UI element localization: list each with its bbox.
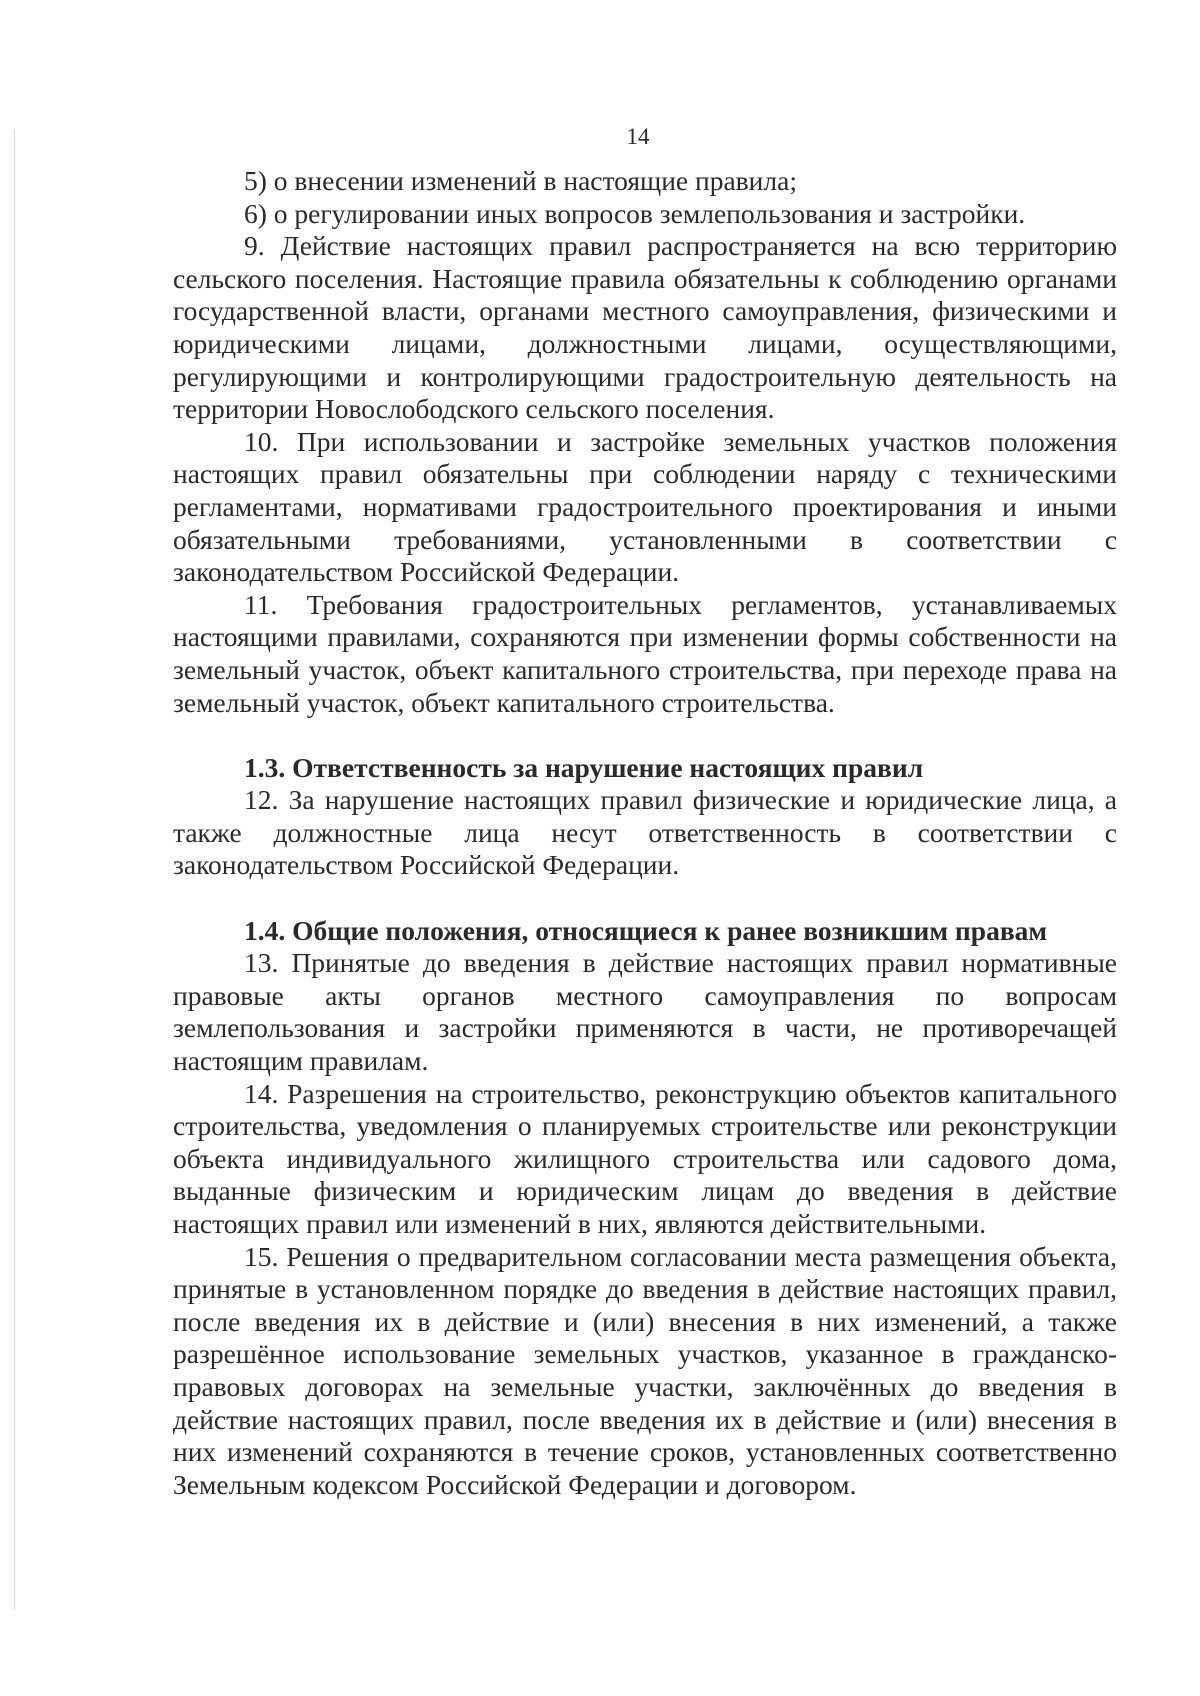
paragraph-12: 12. За нарушение настоящих правил физические и юридические лица, а также должностные лица несут ответственность в соответствии с законодательством Российской Федерации. xyxy=(173,784,1117,881)
list-item: 5) о внесении изменений в настоящие правила; xyxy=(244,165,797,196)
section-heading-1-3: 1.3. Ответственность за нарушение настоящих правил xyxy=(244,751,924,783)
section-heading-1-4: 1.4. Общие положения, относящиеся к ранее возникшим правам xyxy=(244,914,1048,946)
paragraph-13: 13. Принятые до введения в действие настоящих правил нормативные правовые акты органов местного самоуправления по вопросам землепользования и застройки применяются в части, не противоречащей настоящим правилам. xyxy=(173,947,1117,1077)
paragraph-15: 15. Решения о предварительном согласовании места размещения объекта, принятые в установленном порядке до введения в действие настоящих правил, после введения их в действие и (или) внесения в них изменений, а также разрешённое использование земельных участков, указанное в гражданско-правовых договорах на земельные участки, заключённых до введения в действие настоящих правил, после введения их в действие и (или) внесения в них изменений сохраняются в течение сроков, установленных соответственно Земельным кодексом Российской Федерации и договором. xyxy=(173,1240,1117,1500)
paragraph-10: 10. При использовании и застройке земельных участков положения настоящих правил обязательны при соблюдении наряду с техническими регламентами, нормативами градостроительного проектирования и иными обязательными требованиями, установленными в соответствии с законодательством Российской Федерации. xyxy=(173,425,1117,588)
document-body xyxy=(173,165,1117,1501)
paragraph-9: 9. Действие настоящих правил распространяется на всю территорию сельского поселения. Настоящие правила обязательны к соблюдению органами государственной власти, органами местного самоуправления, физическими и юридическими лицами, должностными лицами, осуществляющими, регулирующими и контролирующими градостроительную деятельность на территории Новослободского сельского поселения. xyxy=(173,230,1117,425)
scan-edge-line xyxy=(14,130,15,1610)
paragraph-11: 11. Требования градостроительных регламентов, устанавливаемых настоящими правилами, сохраняются при изменении формы собственности на земельный участок, объект капитального строительства, при переходе права на земельный участок, объект капитального строительства. xyxy=(173,588,1117,718)
page-number: 14 xyxy=(626,124,650,149)
list-item: 6) о регулировании иных вопросов землепользования и застройки. xyxy=(244,197,1026,229)
paragraph-14: 14. Разрешения на строительство, реконструкцию объектов капитального строительства, уведомления о планируемых строительстве или реконструкции объекта индивидуального жилищного строительства или садового дома, выданные физическим и юридическим лицам до введения в действие настоящих правил или изменений в них, являются действительными. xyxy=(173,1077,1117,1239)
